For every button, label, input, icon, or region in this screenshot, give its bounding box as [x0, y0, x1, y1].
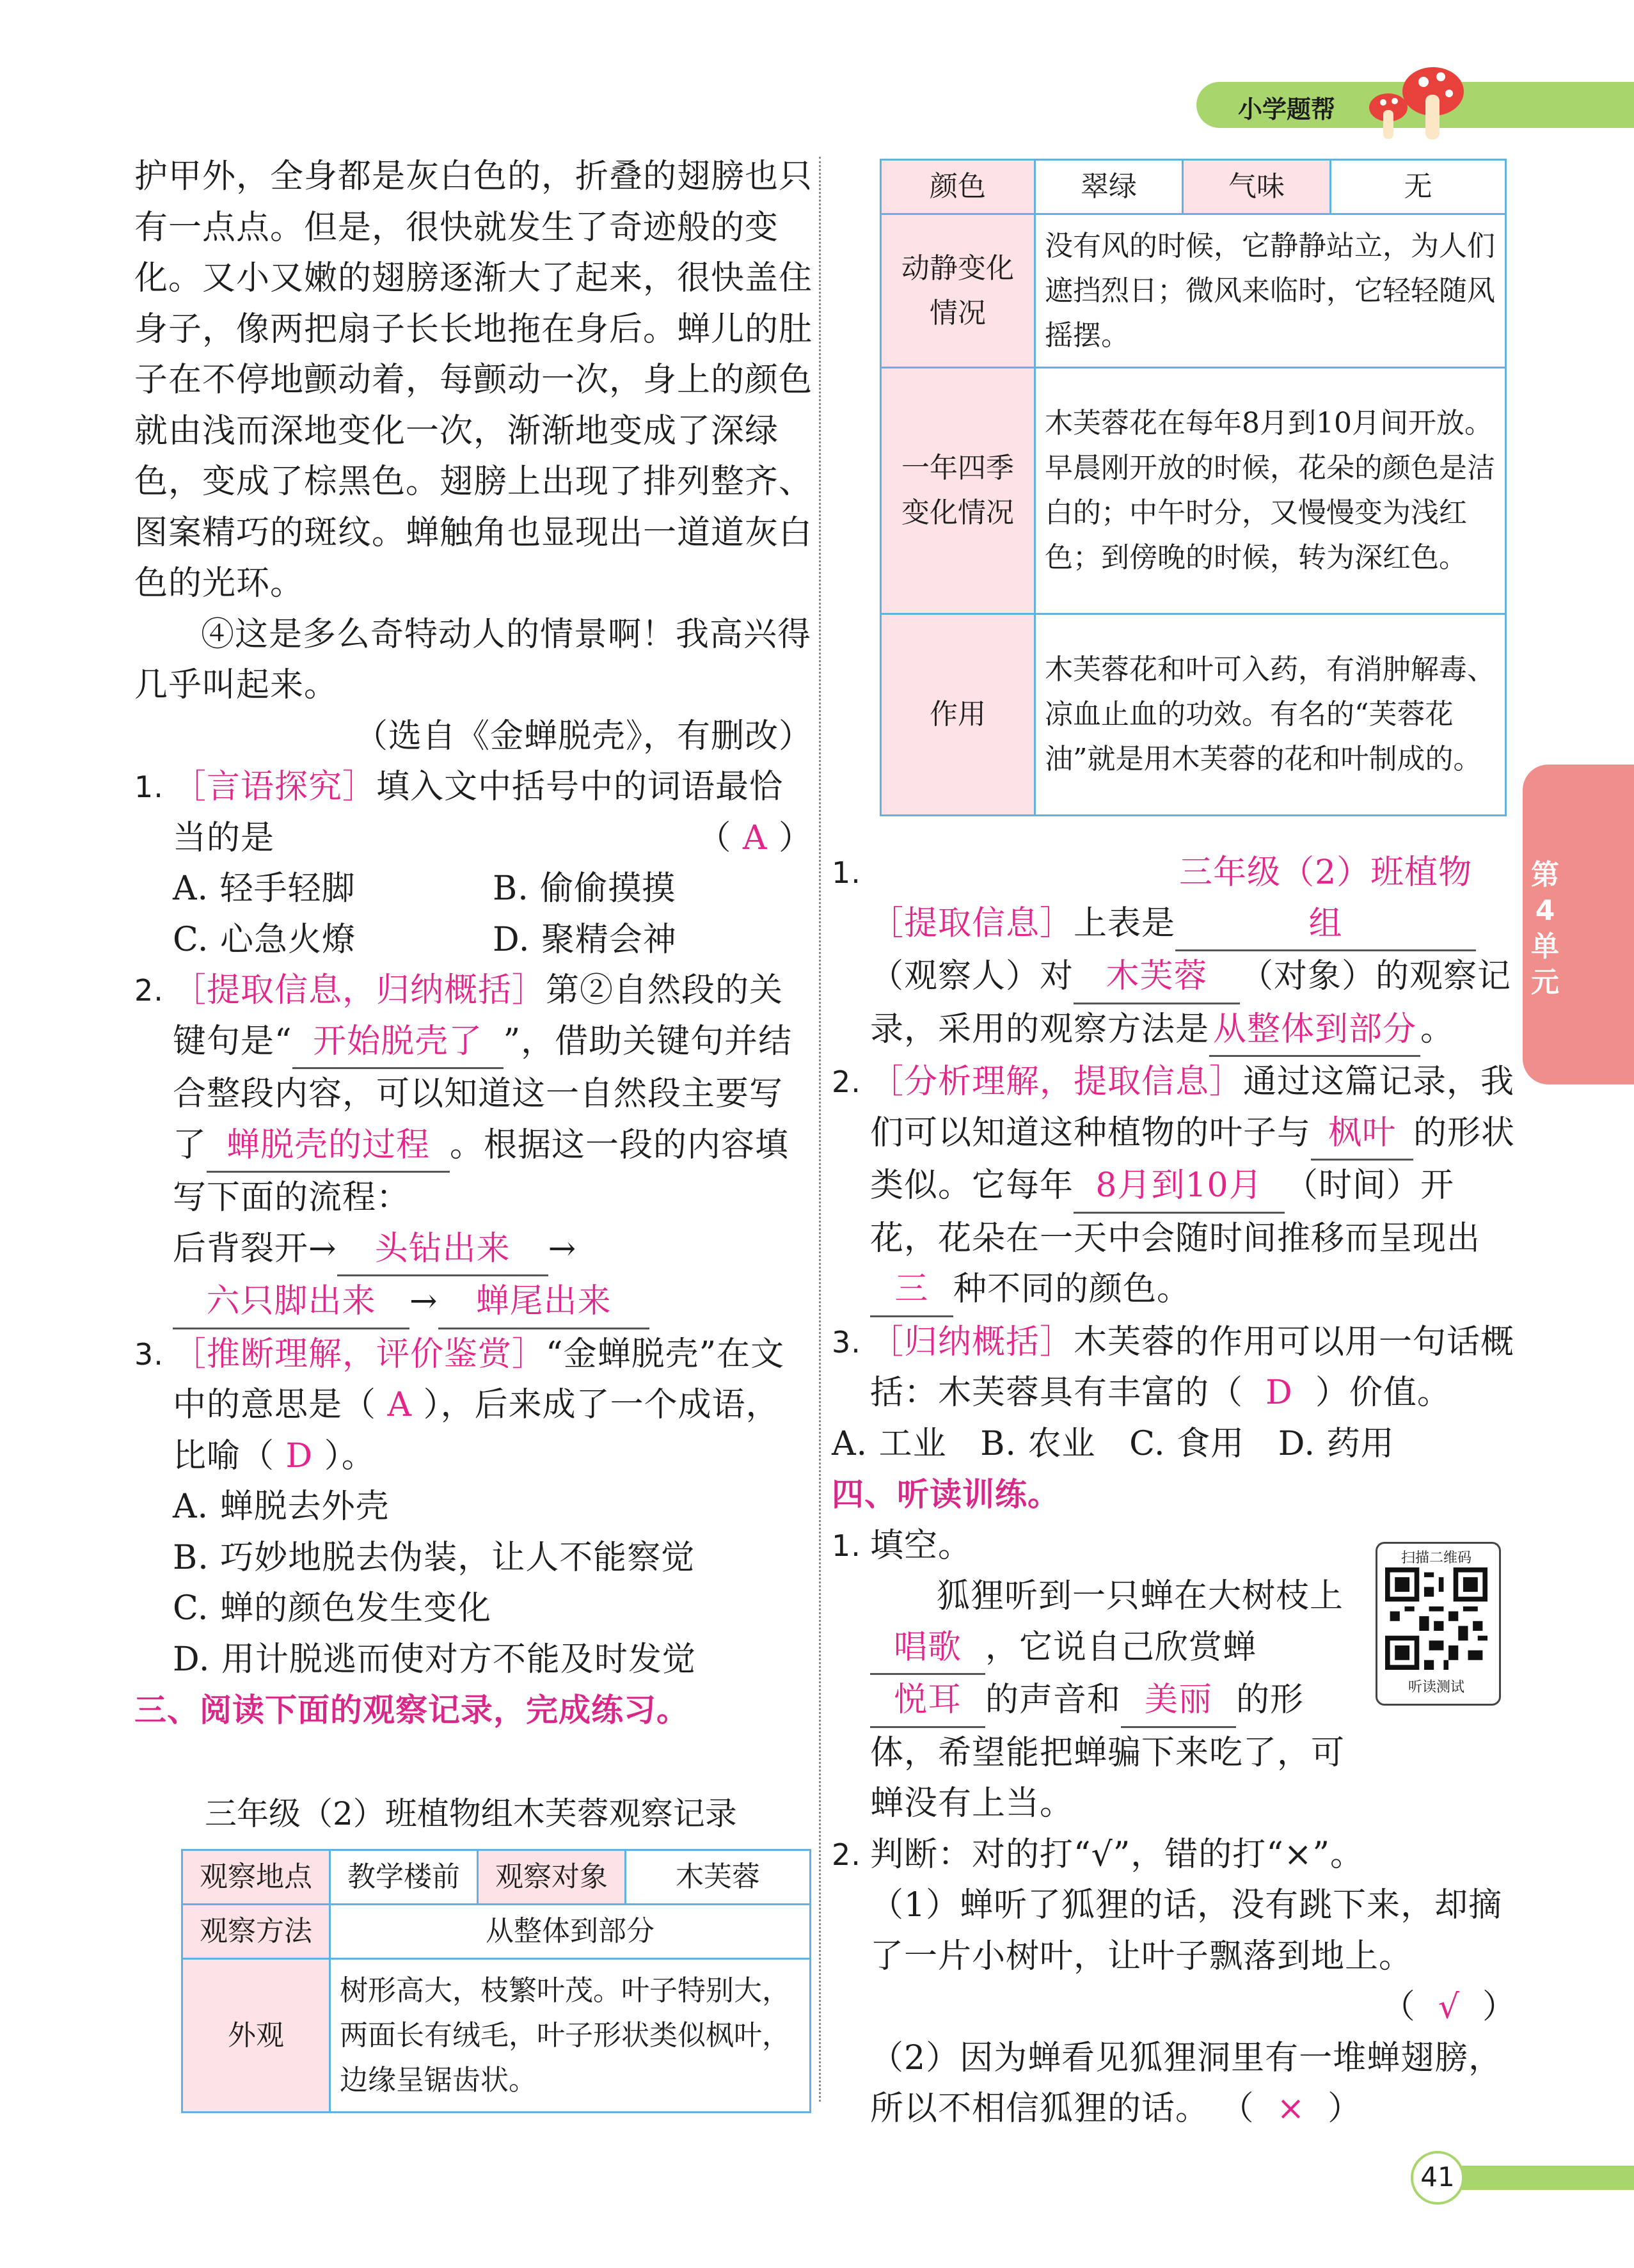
lq2-answer-2[interactable]: × — [1276, 2090, 1306, 2128]
rq1-answer-2[interactable]: 木芙蓉 — [1074, 951, 1240, 1004]
passage-para3: 护甲外，全身都是灰白色的，折叠的翅膀也只有一点点。但是，很快就发生了奇迹般的变化。又小又嫩的翅膀逐渐大了起来，很快盖住身子，像两把扇子长长地拖在身后。蝉儿的肚子在不停地颤动着，每颤动一次，身上的颜色就由浅而深地变化一次，渐渐地变成了深绿色，变成了棕黑色。翅膀上出现了排列整齐、图案精巧的斑纹。蝉触角也显现出一道道灰白色的光环。 — [134, 157, 813, 603]
unit-label: 第4单元 — [1531, 859, 1559, 999]
question-2 — [134, 965, 813, 1329]
table-title: 三年级（2）班植物组木芙蓉观察记录 — [205, 1795, 737, 1832]
cell-place: 教学楼前 — [330, 1850, 478, 1905]
observation-table-part1 — [181, 1849, 811, 2113]
right-question-3 — [832, 1317, 1516, 1419]
rq2-answer-1[interactable]: 枫叶 — [1311, 1108, 1413, 1161]
cell-place-label: 观察地点 — [182, 1850, 330, 1905]
qr-code-icon[interactable] — [1385, 1567, 1487, 1670]
lq2-number: 2. — [832, 1837, 861, 1872]
q2-flow-start: 后背裂开→ — [173, 1229, 337, 1268]
rq2-text-4: 种不同的颜色。 — [953, 1270, 1191, 1308]
q3-option-d: D. 用计脱逃而使对方不能及时发觉 — [173, 1640, 696, 1679]
lq2-text-1: （1）蝉听了狐狸的话，没有跳下来，却摘了一片小树叶，让叶子飘落到地上。 — [870, 1886, 1503, 1976]
cell-use-label: 作用 — [881, 614, 1035, 816]
right-column — [832, 848, 1516, 2135]
cell-season-label: 一年四季变化情况 — [881, 368, 1035, 614]
q1-option-a: A. 轻手轻脚 — [173, 869, 356, 908]
lq2-answer-1[interactable]: √ — [1438, 1988, 1460, 2026]
rq1-text-2: （观察人）对 — [870, 957, 1074, 995]
mushroom-icon — [1344, 56, 1471, 146]
rq2-answer-3[interactable]: 三 — [870, 1264, 953, 1317]
rq2-text-1: 通过这篇记录，我们可以知道这种植物的叶子与 — [870, 1063, 1515, 1152]
q3-tag: ［推断理解，评价鉴赏］ — [173, 1335, 546, 1374]
lq1-text-1: 狐狸听到一只蝉在大树枝上 — [937, 1577, 1344, 1615]
column-divider — [819, 157, 821, 2102]
rq2-answer-2[interactable]: 8月到10月 — [1074, 1161, 1285, 1214]
lq1-answer-3[interactable]: 美丽 — [1121, 1675, 1236, 1728]
q1-option-d: D. 聚精会神 — [493, 920, 677, 959]
rq3-option-c: C. 食用 — [1129, 1424, 1245, 1463]
q1-option-b: B. 偷偷摸摸 — [493, 869, 676, 908]
q1-option-c: C. 心急火燎 — [173, 920, 356, 959]
rq2-number: 2. — [832, 1065, 861, 1099]
rq3-option-d: D. 药用 — [1278, 1424, 1395, 1463]
observation-table-part2 — [880, 159, 1507, 816]
passage-para4: ④这是多么奇特动人的情景啊！我高兴得几乎叫起来。 — [134, 615, 812, 704]
q3-option-a: A. 蝉脱去外壳 — [173, 1487, 390, 1526]
lq1-text-3: 的声音和 — [985, 1681, 1122, 1719]
q2-tag: ［提取信息，归纳概括］ — [173, 971, 546, 1010]
section-3-title: 三、阅读下面的观察记录，完成练习。 — [134, 1692, 689, 1729]
rq3-text-2: ）价值。 — [1315, 1374, 1451, 1412]
cell-color-label: 颜色 — [881, 160, 1035, 214]
lq2-label: 判断：对的打“√”，错的打“×”。 — [870, 1835, 1365, 1874]
cell-use: 木芙蓉花和叶可入药，有消肿解毒、凉血止血的功效。有名的“芙蓉花油”就是用木芙蓉的花和叶制成的。 — [1035, 614, 1506, 816]
cell-object-label: 观察对象 — [478, 1850, 626, 1905]
q3-text-3: ）。 — [324, 1436, 376, 1475]
rq1-answer-3[interactable]: 从整体到部分 — [1209, 1004, 1420, 1058]
cell-look: 树形高大，枝繁叶茂。叶子特别大，两面长有绒毛，叶子形状类似枫叶，边缘呈锯齿状。 — [330, 1959, 811, 2113]
rq1-text-1: 上表是 — [1074, 904, 1176, 943]
q2-text-3: 。根据这一段的内容填写下面的流程： — [173, 1125, 789, 1217]
rq1-number: 1. — [832, 855, 861, 890]
q3-text-2: ），后来成了一个成语，比喻（ — [173, 1386, 780, 1475]
rq1-text-4: 。 — [1420, 1010, 1455, 1049]
rq3-option-a: A. 工业 — [832, 1424, 947, 1463]
q2-answer-2[interactable]: 蝉脱壳的过程 — [207, 1120, 450, 1173]
page-number-bar — [1436, 2166, 1634, 2190]
q2-answer-1[interactable]: 开始脱壳了 — [292, 1017, 504, 1070]
q2-number: 2. — [134, 973, 164, 1008]
left-column — [134, 152, 813, 1736]
rq2-tag: ［分析理解，提取信息］ — [870, 1063, 1244, 1101]
cell-smell: 无 — [1331, 160, 1506, 214]
passage-source: （选自《金蝉脱壳》，有删改） — [354, 717, 813, 756]
q1-tag: ［言语探究］ — [173, 768, 377, 806]
lq1-text-4: 的形体，希望能把蝉骗下来吃了，可蝉没有上当。 — [870, 1681, 1345, 1823]
q2-text-1: 第②自然段的关键句是“ — [173, 971, 784, 1061]
cell-motion: 没有风的时候，它静静站立，为人们遮挡烈日；微风来临时，它轻轻随风摇摆。 — [1035, 214, 1506, 368]
q2-flow-2[interactable]: 六只脚出来 — [173, 1276, 409, 1329]
rq1-tag: ［提取信息］ — [870, 904, 1074, 943]
q2-arrow-1: → — [548, 1229, 577, 1268]
q3-text-1: “金蝉脱壳”在文中的意思是（ — [173, 1335, 785, 1424]
right-question-2 — [832, 1057, 1516, 1317]
question-1: 1. ［言语探究］填入文中括号中的词语最恰当的是 （ A ） — [134, 762, 813, 864]
rq3-number: 3. — [832, 1324, 861, 1360]
rq2-text-2: 的形状类似。它每年 — [870, 1113, 1516, 1205]
rq1-answer-1[interactable]: 三年级（2）班植物组 — [1175, 848, 1476, 951]
q1-answer[interactable]: A — [742, 818, 768, 857]
lq2-text-2: （2）因为蝉看见狐狸洞里有一堆蝉翅膀，所以不相信狐狸的话。 — [870, 2038, 1503, 2128]
lq1-answer-2[interactable]: 悦耳 — [870, 1675, 985, 1728]
lq1-answer-1[interactable]: 唱歌 — [870, 1622, 985, 1676]
q3-option-b: B. 巧妙地脱去伪装，让人不能察觉 — [173, 1538, 695, 1577]
lq1-number: 1. — [832, 1528, 861, 1563]
page-number: 41 — [1420, 2161, 1455, 2193]
q1-text: 填入文中括号中的词语最恰当的是 — [173, 768, 784, 857]
section-4-title: 四、听读训练。 — [832, 1476, 1060, 1513]
cell-smell-label: 气味 — [1183, 160, 1331, 214]
lq2-item-1: （1）蝉听了狐狸的话，没有跳下来，却摘了一片小树叶，让叶子飘落到地上。 （ √ ） — [870, 1886, 1516, 2026]
cell-motion-label: 动静变化情况 — [881, 214, 1035, 368]
listen-question-2 — [832, 1830, 1516, 1881]
rq3-option-b: B. 农业 — [980, 1424, 1096, 1463]
q2-flow-3[interactable]: 蝉尾出来 — [438, 1276, 649, 1329]
q1-number: 1. — [134, 770, 164, 804]
q2-flow-1[interactable]: 头钻出来 — [337, 1224, 548, 1277]
q3-option-c: C. 蝉的颜色发生变化 — [173, 1589, 491, 1628]
lq1-passage — [832, 1571, 1369, 1830]
rq2-text-3: （时间）开花，花朵在一天中会随时间推移而呈现出 — [870, 1166, 1481, 1258]
rq3-text-1: 木芙蓉的作用可以用一句话概括：木芙蓉具有丰富的（ — [870, 1322, 1515, 1412]
lq1-label: 填空。 — [870, 1526, 972, 1565]
cell-look-label: 外观 — [182, 1959, 330, 2113]
rq3-answer[interactable]: D — [1265, 1374, 1293, 1412]
cell-season: 木芙蓉花在每年8月到10月间开放。早晨刚开放的时候，花朵的颜色是洁白的；中午时分，又慢慢变为浅红色；到傍晚的时候，转为深红色。 — [1035, 368, 1506, 614]
q3-number: 3. — [134, 1336, 164, 1372]
qr-top-label: 扫描二维码 — [1400, 1550, 1471, 1566]
rq1-text-3: （对象）的观察记录，采用的观察方法是 — [870, 957, 1512, 1049]
cell-method-label: 观察方法 — [182, 1905, 330, 1959]
cell-color: 翠绿 — [1035, 160, 1183, 214]
lq1-text-2: ，它说自己欣赏蝉 — [985, 1628, 1257, 1667]
q3-answer-2[interactable]: D — [285, 1436, 313, 1475]
q2-arrow-2: → — [409, 1282, 438, 1320]
cell-object: 木芙蓉 — [626, 1850, 811, 1905]
right-question-1 — [832, 848, 1516, 1057]
question-3 — [134, 1329, 813, 1482]
cell-method: 从整体到部分 — [330, 1905, 811, 1959]
q3-answer-1[interactable]: A — [387, 1386, 413, 1424]
q2-text-2: ”，借助关键句并结合整段内容，可以知道这一自然段主要写了 — [173, 1022, 793, 1164]
header-title: 小学题帮 — [1238, 95, 1336, 123]
lq2-item-2: （2）因为蝉看见狐狸洞里有一堆蝉翅膀，所以不相信狐狸的话。 （ × ） — [870, 2038, 1503, 2128]
qr-bottom-label: 听读测试 — [1408, 1679, 1464, 1695]
rq3-tag: ［归纳概括］ — [870, 1322, 1074, 1361]
